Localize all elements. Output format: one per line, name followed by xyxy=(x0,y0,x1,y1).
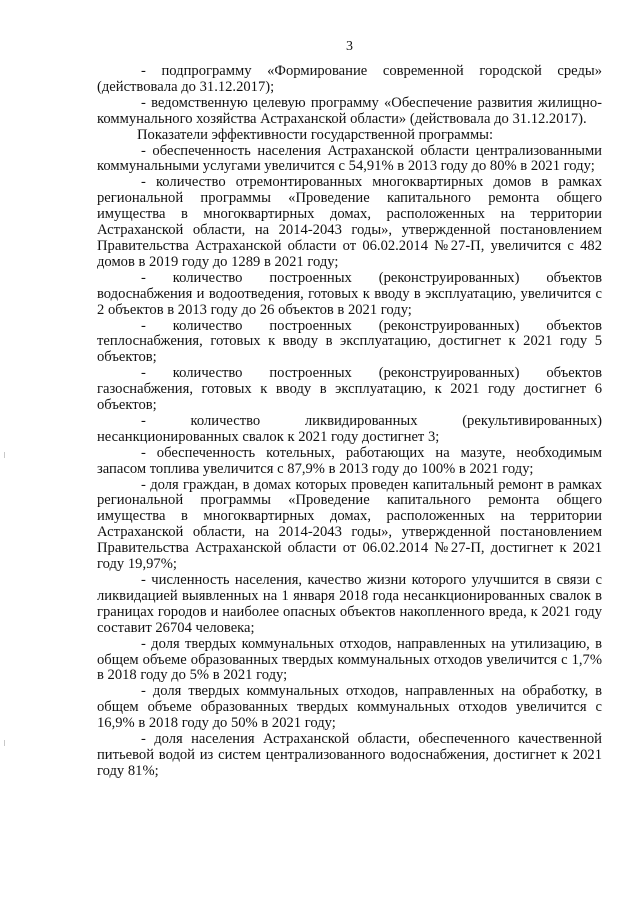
paragraph-indicator-waste-processing: - доля твердых коммунальных отходов, направленных на обработку, в общем объеме образованных твердых коммунальных отходов увеличится с 16,9% в 2018 году до 50% в 2021 году; xyxy=(97,683,602,732)
scan-margin-mark xyxy=(4,740,5,746)
paragraph-indicator-repaired-houses: - количество отремонтированных многоквартирных домов в рамках региональной программы «Проведение капитального ремонта общего имущества в многоквартирных домах, расположенных на территории Астраханской области, на 2014-2043 годы», утвержденной постановлением Правительства Астраханской области от 06.02.2014 №27-П, увеличится с 482 домов в 2019 году до 1289 в 2021 году; xyxy=(97,174,602,270)
paragraph-indicator-fuel-reserve: - обеспеченность котельных, работающих на мазуте, необходимым запасом топлива увеличится с 87,9% в 2013 году до 100% в 2021 году; xyxy=(97,444,602,477)
paragraph-indicator-population-quality: - численность населения, качество жизни которого улучшится в связи с ликвидацией выявленных на 1 января 2018 года несанкционированных свалок в границах городов и наиболее опасных объектов накопленного вреда, к 2021 году составит 26704 человека; xyxy=(97,572,602,636)
paragraph-efficiency-indicators-heading: Показатели эффективности государственной программы: xyxy=(137,126,494,143)
document-page xyxy=(97,38,602,780)
scan-margin-mark xyxy=(4,452,5,458)
paragraph-indicator-heat-objects: - количество построенных (реконструированных) объектов теплоснабжения, готовых к вводу в эксплуатацию, достигнет к 2021 году 5 объектов; xyxy=(97,317,602,366)
paragraph-indicator-drinking-water: - доля населения Астраханской области, обеспеченного качественной питьевой водой из систем централизованного водоснабжения, достигнет к 2021 году 81%; xyxy=(97,731,602,779)
paragraph-indicator-landfills: - количество ликвидированных (рекультивированных) несанкционированных свалок к 2021 году достигнет 3; xyxy=(97,412,602,445)
page-number: 3 xyxy=(346,39,353,54)
document-body xyxy=(97,64,602,780)
paragraph-indicator-citizens-repair: - доля граждан, в домах которых проведен капитальный ремонт в рамках региональной программы «Проведение капитального ремонта общего имущества в многоквартирных домах, расположенных на территории Астраханской области, на 2014-2043 годы», утвержденной постановлением Правительства Астраханской области от 06.02.2014 №27-П, достигнет к 2021 году 19,97%; xyxy=(97,476,602,573)
paragraph-indicator-gas-objects: - количество построенных (реконструированных) объектов газоснабжения, готовых к вводу в эксплуатацию, к 2021 году достигнет 6 объектов; xyxy=(97,365,602,414)
paragraph-indicator-waste-utilization: - доля твердых коммунальных отходов, направленных на утилизацию, в общем объеме образованных твердых коммунальных отходов увеличится с 1,7% в 2018 году до 5% в 2021 году; xyxy=(97,635,602,684)
paragraph-subprogram-urban-environment: - подпрограмму «Формирование современной городской среды» (действовала до 31.12.2017); xyxy=(97,63,602,95)
paragraph-indicator-water-objects: - количество построенных (реконструированных) объектов водоснабжения и водоотведения, готовых к вводу в эксплуатацию, увеличится с 2 объектов в 2013 году до 26 объектов в 2021 году; xyxy=(97,269,602,318)
paragraph-indicator-utility-services: - обеспеченность населения Астраханской области централизованными коммунальными услугами увеличится с 54,91% в 2013 году до 80% в 2021 году; xyxy=(97,142,602,175)
paragraph-departmental-program: - ведомственную целевую программу «Обеспечение развития жилищно-коммунального хозяйства Астраханской области» (действовала до 31.12.2017). xyxy=(97,94,602,127)
